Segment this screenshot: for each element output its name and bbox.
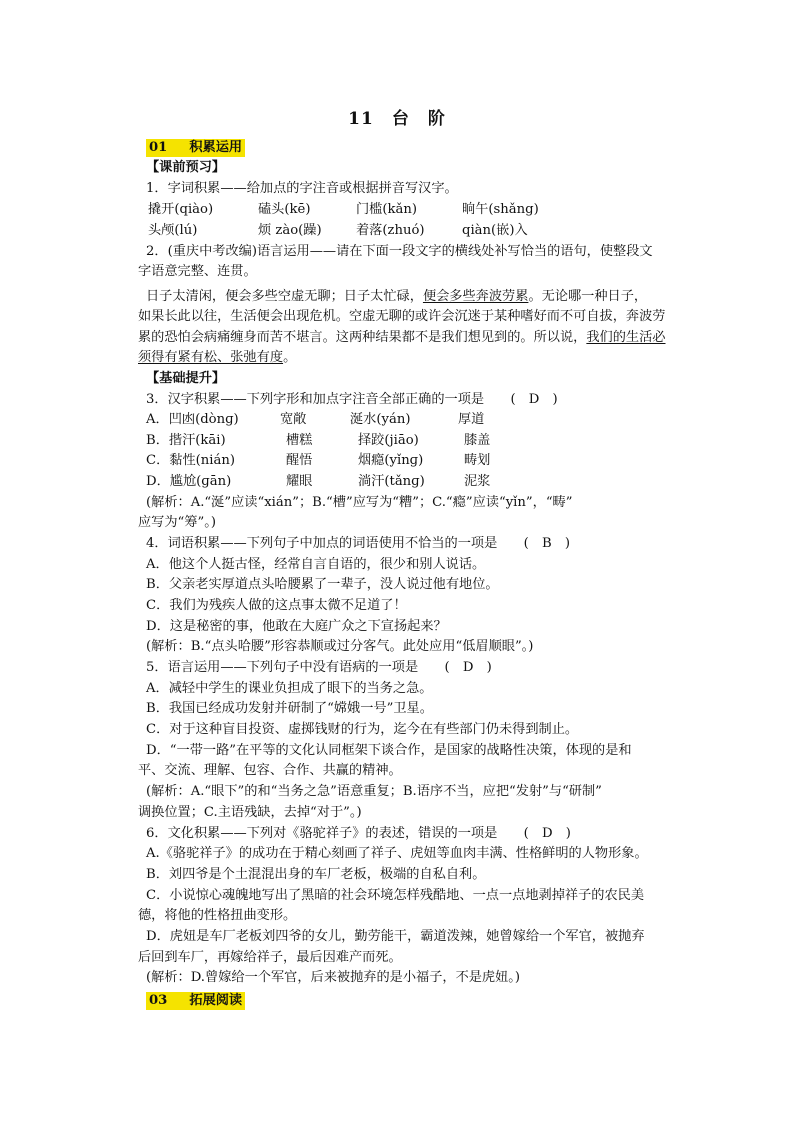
q1-item: 着落(zhuó): [356, 223, 425, 238]
subhead-preview: 【课前预习】: [146, 160, 226, 175]
section-label: 积累运用: [189, 140, 243, 155]
q5-option-b: B．我国已经成功发射并研制了“嫦娥一号”卫星。: [146, 701, 433, 716]
section-number: 03: [149, 993, 168, 1008]
q2-para-2: 如果长此以往，生活便会出现危机。空虚无聊的或许会沉迷于某种嗜好而不可自拔，奔波劳: [138, 309, 666, 324]
q5-option-c: C．对于这种盲目投资、虚掷钱财的行为，迄今在有些部门仍未得到制止。: [146, 722, 579, 737]
q1-item: 撬开(qiào): [148, 202, 214, 217]
q3-option-c: C．黏性(nián) 醒悟 烟瘾(yǐnɡ) 畴划: [146, 453, 491, 468]
q4-option-a: A．他这个人挺古怪，经常自言自语的，很少和别人说话。: [146, 557, 486, 572]
q1-item: qiàn(嵌)入: [462, 223, 528, 238]
q6-option-b: B．刘四爷是个土混混出身的车厂老板，极端的自私自利。: [146, 867, 486, 882]
q2-answer-2b: 须得有紧有松、张弛有度: [138, 350, 284, 365]
q3-explanation-2: 应写为“筹”。): [138, 515, 216, 530]
q2-para-4: 须得有紧有松、张弛有度。: [138, 350, 297, 365]
q5-option-d-1: D．“一带一路”在平等的文化认同框架下谈合作，是国家的战略性决策，体现的是和: [146, 743, 632, 758]
section-number: 01: [149, 140, 168, 155]
q6-option-c-2: 德，将他的性格扭曲变形。: [138, 908, 297, 923]
q5-stem: 5．语言运用——下列句子中没有语病的一项是 ( D ): [146, 660, 492, 675]
q3-stem: 3．汉字积累——下列字形和加点字注音全部正确的一项是 ( D ): [146, 392, 558, 407]
q1-item: 烦 zào(躁): [258, 223, 322, 238]
q3-option-a: A．凹凼(dònɡ) 宽敞 涎水(yán) 厚道: [146, 412, 485, 427]
q5-option-d-2: 平、交流、理解、包容、合作、共赢的精神。: [138, 763, 402, 778]
subhead-improve: 【基础提升】: [146, 371, 226, 386]
q6-explanation: (解析：D.曾嫁给一个军官，后来被抛弃的是小福子，不是虎妞。): [146, 970, 521, 985]
q2-stem-2: 字语意完整、连贯。: [138, 264, 257, 279]
q6-stem: 6．文化积累——下列对《骆驼祥子》的表述，错误的一项是 ( D ): [146, 826, 571, 841]
section-label: 拓展阅读: [189, 993, 243, 1008]
q4-option-c: C．我们为残疾人做的这点事太微不足道了！: [146, 598, 407, 613]
q1-item: 磕头(kē): [258, 202, 311, 217]
q2-answer-2a: 我们的生活必: [586, 330, 666, 345]
q1-item: 门槛(kǎn): [356, 202, 418, 217]
section-03-heading: [146, 991, 245, 1011]
q6-option-d-2: 后回到车厂，再嫁给祥子，最后因难产而死。: [138, 950, 402, 965]
q5-explanation-1: (解析：A.“眼下”的和“当务之急”语意重复；B.语序不当，应把“发射”与“研制”: [146, 784, 602, 799]
q1-row2: [146, 221, 676, 241]
q1-row1: [146, 200, 676, 220]
q4-option-d: D．这是秘密的事，他敢在大庭广众之下宣扬起来？: [146, 619, 447, 634]
q1-item: 头颅(lú): [148, 223, 198, 238]
q4-option-b: B．父亲老实厚道点头哈腰累了一辈子，没人说过他有地位。: [146, 577, 499, 592]
q6-option-a: A.《骆驼祥子》的成功在于精心刻画了祥子、虎妞等血肉丰满、性格鲜明的人物形象。: [146, 846, 648, 861]
q2-answer-1: 便会多些奔波劳累: [422, 289, 529, 304]
q3-option-d: D．尴尬(ɡān) 耀眼 淌汗(tǎnɡ) 泥浆: [146, 474, 491, 489]
q2-stem-1: 2．(重庆中考改编)语言运用——请在下面一段文字的横线处补写恰当的语句，使整段文: [146, 244, 653, 259]
q4-explanation: (解析：B.“点头哈腰”形容恭顺或过分客气。此处应用“低眉顺眼”。): [146, 639, 534, 654]
q6-option-d-1: D．虎妞是车厂老板刘四爷的女儿，勤劳能干，霸道泼辣，她曾嫁给一个军官，被抛弃: [146, 929, 645, 944]
q4-stem: 4．词语积累——下列句子中加点的词语使用不恰当的一项是 ( B ): [146, 536, 570, 551]
q6-option-c-1: C．小说惊心魂魄地写出了黑暗的社会环境怎样残酷地、一点一点地剥掉祥子的农民美: [146, 888, 645, 903]
q2-para-1: 日子太清闲，便会多些空虚无聊；日子太忙碌，便会多些奔波劳累。无论哪一种日子，: [146, 289, 648, 304]
q1-stem: 1．字词积累——给加点的字注音或根据拼音写汉字。: [146, 181, 458, 196]
q3-option-b: B．揩汗(kāi) 槽糕 择跤(jiāo) 膝盖: [146, 433, 491, 448]
q5-option-a: A．减轻中学生的课业负担成了眼下的当务之急。: [146, 681, 433, 696]
page-title: 11 台 阶: [348, 109, 446, 129]
q2-para-3: 累的恐怕会病痛缠身而苦不堪言。这两种结果都不是我们想见到的。所以说，我们的生活必: [138, 330, 666, 345]
section-01-heading: [146, 138, 245, 158]
q1-item: 晌午(shǎng): [462, 202, 539, 217]
q3-explanation-1: (解析：A.“涎”应读“xián”；B.“槽”应写为“糟”；C.“瘾”应读“yǐn”，“畴”: [146, 495, 573, 510]
q5-explanation-2: 调换位置；C.主语残缺，去掉“对于”。): [138, 805, 362, 820]
